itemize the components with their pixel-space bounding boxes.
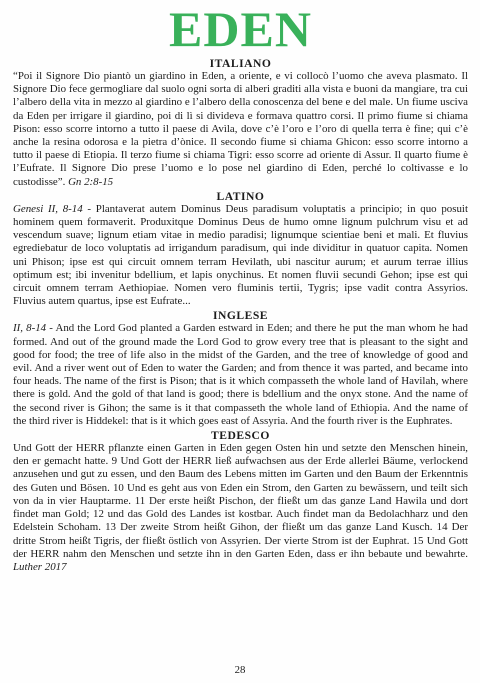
italian-passage — [13, 70, 468, 189]
section-heading-latin: LATINO — [216, 189, 265, 203]
page-number: 28 — [234, 664, 246, 676]
german-passage — [13, 442, 468, 574]
latin-passage — [13, 203, 468, 309]
page-title: EDEN — [169, 1, 312, 57]
english-reference: II, 8-14 — [13, 322, 47, 335]
german-text: Und Gott der HERR pflanzte einen Garten in Eden gegen Osten hin und setzte den Menschen hinein, den er gemacht hatte. 9 Und Gott der HERR ließ aufwachsen aus der Erde allerlei Bäume, verlockend anzusehen und gut zu essen, und den Baum des Lebens mitten im Garten und den Baum der Erkenntnis des Guten und Bösen. 10 Und es geht aus von Eden ein Strom, den Garten zu bewässern, und teilt sich von da in vier Hauptarme. 11 Der erste heißt Pischon, der fließt um das ganze Land Hawila und dort findet man Gold; 12 und das Gold des Landes ist kostbar. Auch findet man da Bedolachharz und den Edelstein Schoham. 13 Der zweite Strom heißt Gihon, der fließt um das ganze Land Kusch. 14 Der dritte Strom heißt Tigris, der fließt östlich von Assyrien. Der vierte Strom ist der Euphrat. 15 Und Gott der HERR nahm den Menschen und setzte ihn in den Garten Eden, dass er ihn bebaute und bewahrte. — [13, 442, 468, 560]
italian-reference: Gn 2:8-15 — [68, 175, 114, 188]
latin-reference: Genesi II, 8-14 — [13, 202, 83, 215]
section-heading-english: INGLESE — [212, 309, 269, 323]
section-heading-italian: ITALIANO — [209, 57, 272, 70]
english-text: - And the Lord God planted a Garden estward in Eden; and there he put the man whom he had formed. And out of the ground made the Lord God to grow every tree that is pleasant to the sight and good for food; the tree of life also in the midst of the Garden, and the tree of knowledge of good and evil. And a river went out of Eden to water the Garden; and from thence it was parted, and became into four heads. The name of the first is Pison; that is it which compasseth the whole land of Havilah, where there is gold. And the gold of that land is good; there is bdellium and the onyx stone. And the name of the second river is Gihon; the same is it that compasseth the whole land of Ethiopia. And the name of the third river is Hiddekel: that is it which goes east of Assyria. And the fourth river is the Euphrates. — [13, 322, 468, 427]
italian-text: “Poi il Signore Dio piantò un giardino in Eden, a oriente, e vi collocò l’uomo che aveva plasmato. Il Signore Dio fece germogliare dal suolo ogni sorta di alberi graditi alla vista e buoni da mangiare, tra cui l’albero della vita in mezzo al giardino e l’albero della conoscenza del bene e del male. Un fiume usciva da Eden per irrigare il giardino, poi di lì si divideva e formava quattro corsi. Il primo fiume si chiama Pison: esso scorre intorno a tutto il paese di Avìla, dove c’è l’oro e l’oro di quella terra è fine; qui c’è anche la resina odorosa e la pietra d’ònice. Il secondo fiume si chiama Ghicon: esso scorre intorno a tutto il paese di Etiopia. Il terzo fiume si chiama Tigri: esso scorre ad oriente di Assur. Il quarto fiume è l’Eufrate. Il Signore Dio prese l’uomo e lo pose nel giardino di Eden, perché lo coltivasse e lo custodisse”. — [13, 70, 468, 188]
latin-text: - Plantaverat autem Dominus Deus paradisum voluptatis a principio; in quo posuit hominem quem formaverit. Produxitque Dominus Deus de humo omne lignum pulchrum visu et ad vescendum suave; lignum etiam vitae in medio paradisi; lignumque scientiae beni et mali. Et fluvius egrediebatur de loco voluptatis ad irrigandum paradisum, qui inde dividitur in quatuor capita. Nomen uni Phison; ipse est qui circuit omnem terram Hevilath, ubi nascitur aurum; et aurum terrae illius optimum est; ibi invenitur bdellium, et lapis onychinus. Et nomen fluvii secundi Gehon; ipse est qui circuit omnem terram Aethiopiae. Nomen vero fluminis tertii, Tygris; ipse vadit contra Assyrios. Fluvius autem quartus, ipse est Eufrate... — [13, 202, 468, 308]
english-passage — [13, 322, 468, 428]
german-reference: Luther 2017 — [13, 560, 67, 573]
section-heading-german: TEDESCO — [211, 429, 270, 443]
